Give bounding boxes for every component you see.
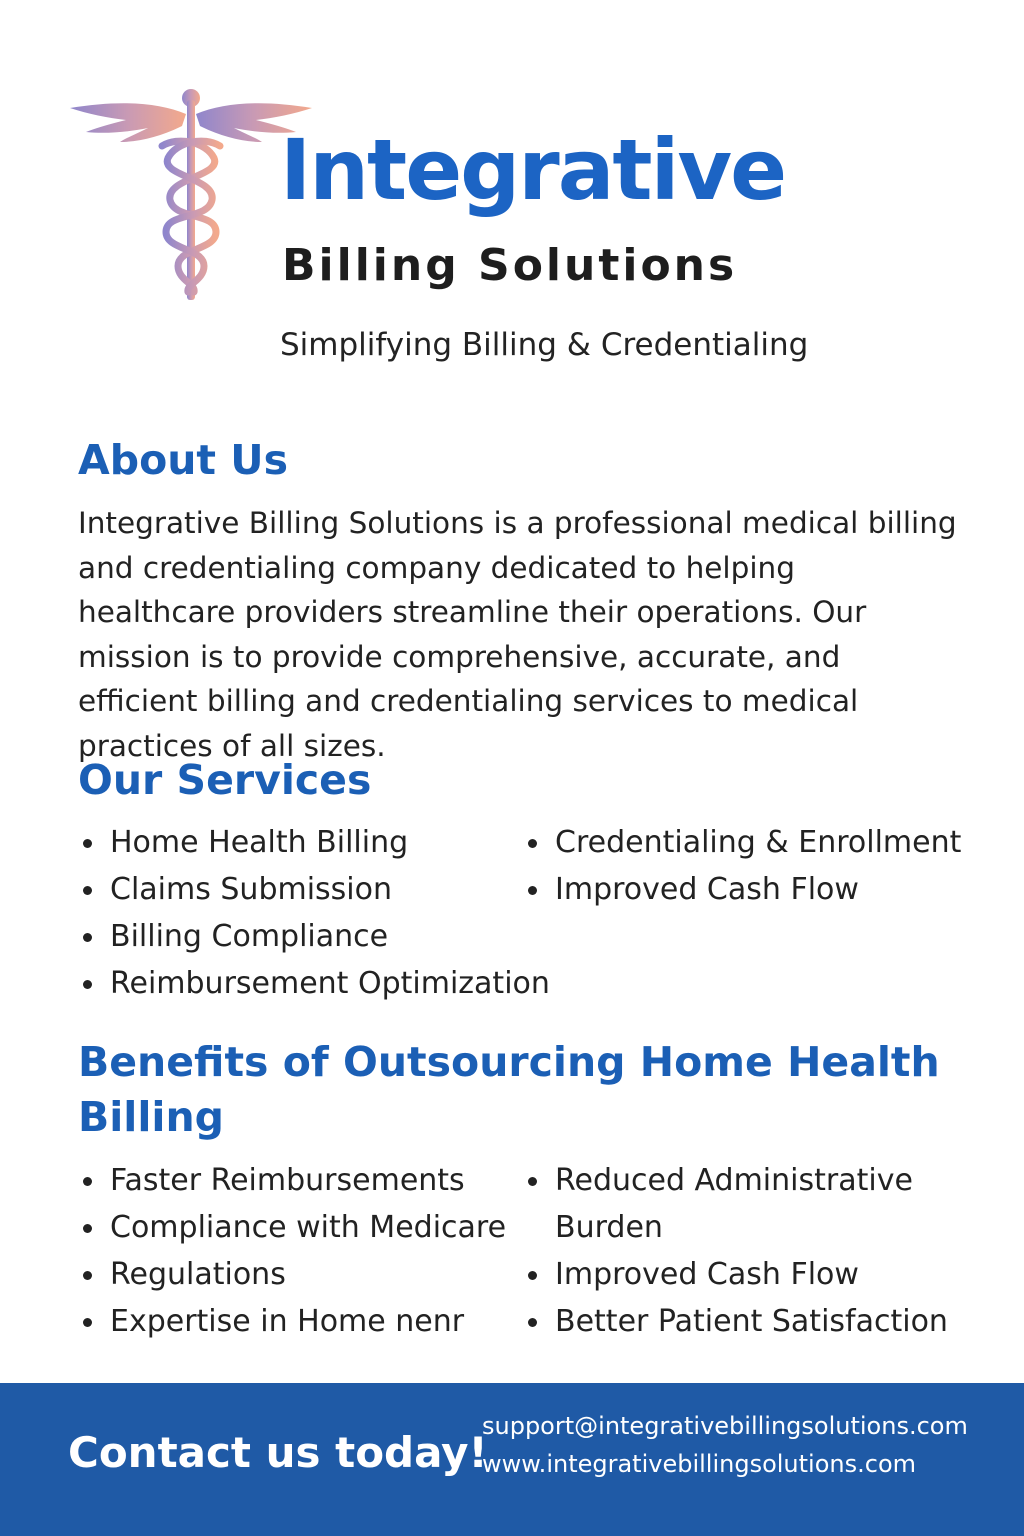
bullet-icon (83, 1271, 92, 1280)
tagline: Simplifying Billing & Credentialing (280, 327, 809, 363)
bullet-icon (83, 839, 92, 848)
bullet-icon (528, 1318, 537, 1327)
list-item-continuation: Burden (555, 1210, 663, 1245)
bullet-icon (528, 839, 537, 848)
services-list-right (523, 819, 961, 913)
list-item: Expertise in Home nenr (78, 1298, 506, 1345)
list-item: Better Patient Satisfaction (523, 1298, 948, 1345)
brand-subtitle: Billing Solutions (282, 240, 738, 291)
list-item: Credentialing & Enrollment (523, 819, 961, 866)
benefits-heading-line2: Billing (78, 1093, 225, 1141)
list-item: Faster Reimbursements (78, 1157, 506, 1204)
about-paragraph: Integrative Billing Solutions is a professional medical billing and credentialing company dedicated to helping healthcare providers streamline their operations. Our mission is to provide comprehensive, accurate, and efficient billing and credentialing services to medical practices of all sizes. (78, 506, 957, 763)
list-item: Claims Submission (78, 866, 550, 913)
bullet-icon (83, 933, 92, 942)
list-item: Improved Cash Flow (523, 1251, 948, 1298)
services-list-left (78, 819, 550, 1007)
contact-website-link[interactable]: www.integrativebillingsolutions.com (482, 1450, 917, 1478)
contact-cta: Contact us today! (68, 1428, 488, 1477)
benefits-heading (78, 1035, 940, 1145)
services-heading: Our Services (78, 756, 372, 804)
list-item: Compliance with Medicare (78, 1204, 506, 1251)
bullet-icon (83, 980, 92, 989)
list-item: Home Health Billing (78, 819, 550, 866)
bullet-icon (83, 1177, 92, 1186)
benefits-list-right (523, 1157, 948, 1345)
benefits-list-left (78, 1157, 506, 1345)
list-item: Reduced Administrative (523, 1157, 948, 1204)
bullet-icon (83, 886, 92, 895)
benefits-heading-line1: Benefits of Outsourcing Home Health (78, 1038, 940, 1086)
contact-email-link[interactable]: support@integrativebillingsolutions.com (482, 1412, 968, 1440)
list-item: Reimbursement Optimization (78, 960, 550, 1007)
bullet-icon (528, 1271, 537, 1280)
list-item: Regulations (78, 1251, 506, 1298)
list-item: Improved Cash Flow (523, 866, 961, 913)
list-item: Billing Compliance (78, 913, 550, 960)
about-heading: About Us (78, 436, 289, 484)
brand-name: Integrative (280, 121, 786, 219)
bullet-icon (83, 1224, 92, 1233)
contact-footer (0, 1383, 1024, 1536)
bullet-icon (528, 1177, 537, 1186)
bullet-icon (83, 1318, 92, 1327)
caduceus-icon (66, 80, 316, 305)
bullet-icon (528, 886, 537, 895)
